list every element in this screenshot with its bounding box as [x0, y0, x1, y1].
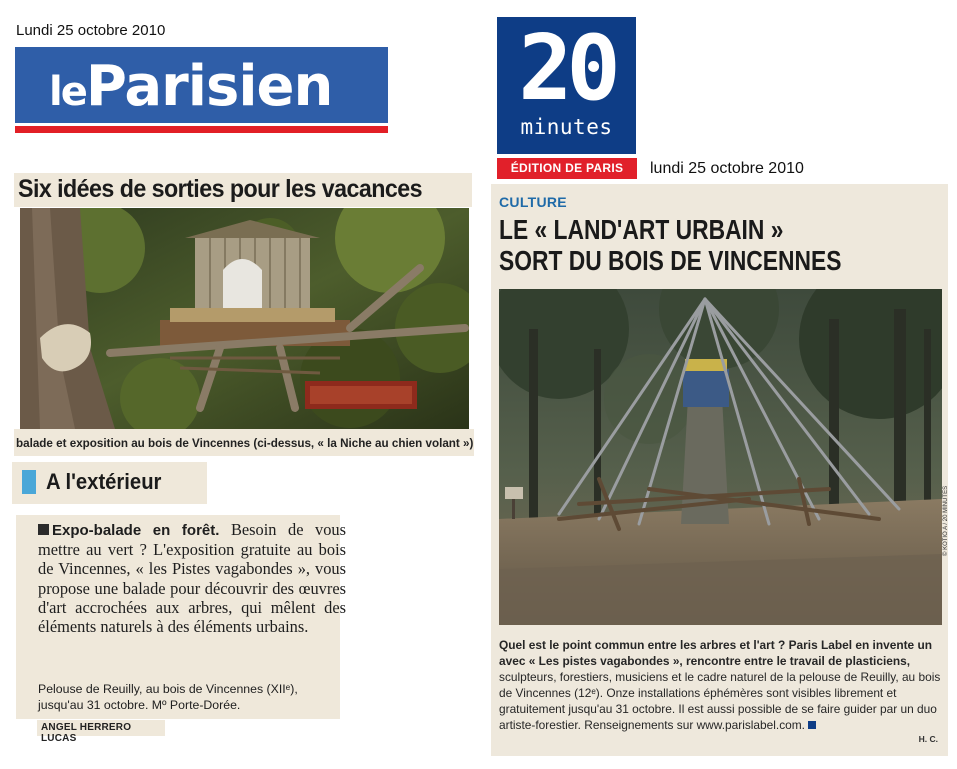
article-lead: Expo-balade en forêt.: [52, 522, 220, 539]
article-text: Besoin de vous mettre au vert ? L'exposition gratuite au bois de Vincennes, « les Pistes vagabondes », vous propose une balade pour découvrir des œuvres d'art accrochées aux arbres, qui mêlent des éléments naturels à des éléments urbains.: [38, 520, 347, 637]
vingt-minutes-logo: [497, 17, 636, 154]
headline-line-1: LE « LAND'ART URBAIN »: [499, 214, 784, 245]
article-lead: Quel est le point commun entre les arbres et l'art ? Paris Label en invente un avec « Les pistes vagabondes », rencontre entre le travail de plasticiens,: [499, 638, 932, 668]
le-parisien-date: Lundi 25 octobre 2010: [16, 22, 166, 39]
section-title: A l'extérieur: [46, 469, 162, 494]
rubric-label: CULTURE: [499, 194, 567, 210]
le-parisien-headline-box: [14, 173, 472, 207]
article-text: sculpteurs, forestiers, musiciens et le cadre naturel de la pelouse de Reuilly, au bois de Vincennes (12ᵉ). Onze installations éphémères sont visibles librement et gratuitement jusqu'au 31 octobre. Il est aussi possible de se faire guider par un duo artiste-forestier. Renseignements sur www.parislabel.com.: [499, 670, 941, 732]
photo-caption-box: [14, 429, 474, 456]
photo-credit: ANGEL HERRERO LUCAS: [41, 722, 132, 744]
masthead-red-rule: [15, 126, 388, 133]
le-parisien-masthead: [15, 47, 388, 133]
le-parisien-article: [16, 515, 347, 719]
logo-word: minutes: [520, 115, 613, 139]
article-body: [38, 520, 346, 636]
author-initials: H. C.: [918, 734, 938, 744]
end-square-icon: [808, 721, 816, 729]
photo-caption: balade et exposition au bois de Vincennes (ci-dessus, « la Niche au chien volant »): [16, 436, 474, 450]
section-marker: [22, 470, 36, 494]
section-header-box: [12, 462, 207, 504]
article-practical-info: [38, 682, 348, 713]
le-parisien-headline: Six idées de sorties pour les vacances: [18, 175, 422, 203]
photo-credit-box: [37, 720, 165, 744]
article-body: [499, 637, 944, 733]
practical-line-1: Pelouse de Reuilly, au bois de Vincennes (XIIᵉ),: [38, 682, 298, 696]
vingt-minutes-article: [491, 184, 948, 756]
logo-le: le: [49, 69, 86, 115]
niche-photo-illustration: [20, 208, 469, 429]
logo-parisien: Parisien: [85, 54, 333, 119]
land-art-photo-illustration: [499, 289, 942, 625]
practical-line-2: jusqu'au 31 octobre. Mº Porte-Dorée.: [38, 697, 241, 712]
land-art-photo: [499, 289, 942, 625]
vingt-minutes-date: lundi 25 octobre 2010: [650, 160, 804, 177]
edition-label: ÉDITION DE PARIS: [497, 158, 637, 179]
le-parisien-logo: [49, 49, 332, 130]
bullet-square-icon: [38, 524, 49, 535]
photo-credit: © KOTIO A / 20 MINUTES: [943, 485, 949, 556]
logo-number: 20: [518, 17, 615, 121]
vingt-minutes-headline: [499, 214, 841, 276]
headline-line-2: SORT DU BOIS DE VINCENNES: [499, 245, 842, 276]
niche-photo: [20, 208, 469, 429]
